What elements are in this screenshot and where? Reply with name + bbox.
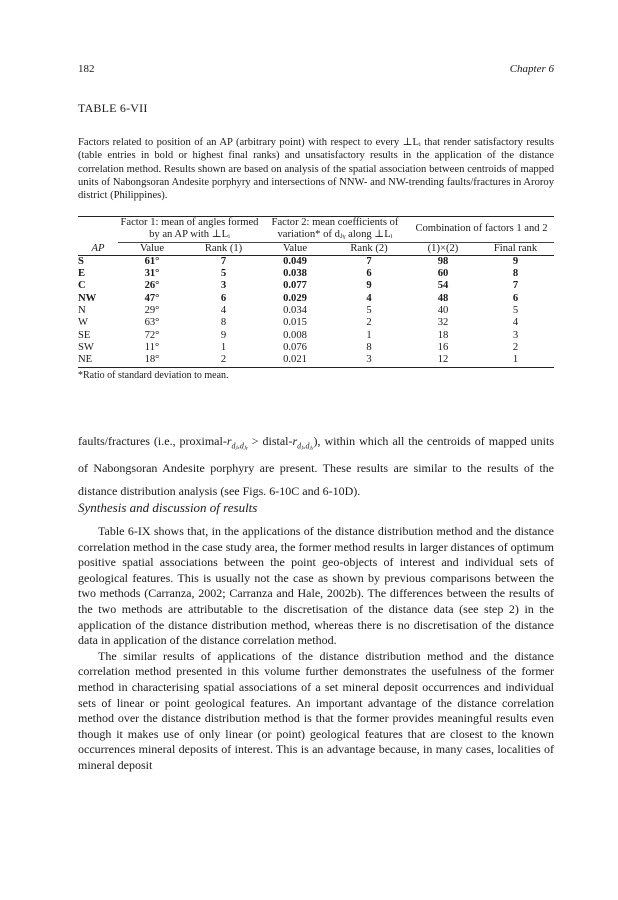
cell-prod: 12 — [437, 354, 449, 366]
cell-prod: 54 — [437, 280, 449, 292]
col-header-factor1: Factor 1: mean of angles formed by an AP with ⊥Lᵢ — [118, 217, 261, 243]
table-body — [78, 255, 554, 367]
cell-final: 7 — [512, 280, 519, 292]
cell-v2: 0.076 — [283, 341, 307, 353]
sub-header: Final rank — [493, 242, 538, 254]
table-row — [78, 293, 554, 305]
cell-r1: 8 — [220, 317, 227, 329]
cell-r2: 2 — [366, 317, 372, 329]
cell-v2: 0.008 — [283, 329, 307, 341]
cell-ap: NE — [78, 354, 93, 366]
cell-v2: 0.029 — [283, 292, 307, 304]
cell-r1: 2 — [220, 354, 227, 366]
cell-v2: 0.034 — [283, 305, 307, 317]
table-row — [78, 280, 554, 292]
cell-v1: 11° — [144, 341, 160, 353]
cell-r2: 4 — [366, 292, 372, 304]
cell-r1: 3 — [220, 280, 227, 292]
sub-header: Value — [282, 242, 308, 254]
cell-prod: 60 — [437, 268, 449, 280]
table-row — [78, 255, 554, 268]
cell-final: 3 — [512, 329, 519, 341]
cell-v2: 0.038 — [283, 268, 307, 280]
cell-final: 4 — [512, 317, 519, 329]
cell-r2: 7 — [366, 255, 372, 267]
sub-header: Rank (2) — [350, 242, 388, 254]
chapter-title: Chapter 6 — [509, 63, 554, 75]
cell-prod: 48 — [437, 292, 449, 304]
table-footnote: *Ratio of standard deviation to mean. — [78, 369, 229, 381]
cell-r1: 6 — [220, 292, 227, 304]
sub-header: Rank (1) — [204, 242, 243, 254]
cell-v1: 63° — [144, 317, 160, 329]
cell-ap: NW — [78, 292, 97, 304]
cell-final: 6 — [512, 292, 519, 304]
table-row — [78, 268, 554, 280]
cell-v1: 47° — [144, 292, 160, 304]
body-text — [78, 524, 554, 774]
cell-prod: 32 — [437, 317, 449, 329]
cell-final: 5 — [512, 305, 519, 317]
cell-r1: 5 — [220, 268, 227, 280]
cell-v1: 26° — [144, 280, 160, 292]
table-row — [78, 305, 554, 317]
eq-text-mid: > distal- — [247, 434, 293, 448]
cell-ap: E — [78, 268, 86, 280]
cell-ap: N — [78, 305, 86, 317]
col-header-combination: Combination of factors 1 and 2 — [409, 217, 554, 243]
paragraph: Table 6-IX shows that, in the applications of the distance distribution method and the distance correlation method in the case study area, the former method results in larger distances of optimum positive spatial associations between the point geo-objects of interest and individual sets of geological features. This is usually not the case as shown by previous comparisons between the two methods (Carranza, 2002; Carranza and Hale, 2002b). The differences between the results of the two methods are attributable to the discretisation of the distance data (see step 2) in the application of the distance distribution method, whereas there is no discretisation of the distance data in application of the distance correlation method. — [78, 524, 554, 648]
cell-final: 2 — [512, 341, 519, 353]
cell-prod: 16 — [437, 341, 449, 353]
table-row — [78, 342, 554, 354]
cell-ap: W — [78, 317, 88, 329]
col-header-factor2: Factor 2: mean coefficients of variation* of dⱼᵧ along ⊥Lᵢ — [261, 217, 409, 243]
cell-ap: C — [78, 280, 86, 292]
cell-v1: 18° — [144, 354, 160, 366]
cell-r1: 9 — [220, 329, 227, 341]
r-symbol-distal: r — [292, 434, 298, 448]
cell-ap: SW — [78, 341, 94, 353]
cell-final: 1 — [512, 354, 519, 366]
cell-v2: 0.015 — [283, 317, 307, 329]
cell-r1: 7 — [220, 255, 227, 267]
table-label: TABLE 6-VII — [78, 101, 148, 115]
cell-v2: 0.077 — [283, 280, 307, 292]
cell-final: 8 — [512, 268, 519, 280]
cell-v2: 0.049 — [283, 255, 307, 267]
cell-r1: 4 — [220, 305, 227, 317]
table-row — [78, 330, 554, 342]
table-row — [78, 317, 554, 329]
cell-v1: 31° — [144, 268, 160, 280]
sub-header: Value — [139, 242, 165, 254]
cell-v1: 72° — [144, 329, 160, 341]
r-symbol-proximal: r — [226, 434, 232, 448]
cell-r2: 6 — [366, 268, 372, 280]
paragraph: The similar results of applications of the distance distribution method and the distance correlation method presented in this volume further demonstrates the usefulness of the former method in characterising spatial associations of a set mineral deposit occurrences and individual sets of linear or point geological features. An important advantage of the distance correlation method over the distance distribution method is that the former provides meaningful results even though it makes use of only linear (or point) geological features that are closest to the known occurrences mineral deposits of interest. This is an advantage because, in many cases, localities of mineral deposit — [78, 648, 554, 772]
cell-prod: 98 — [437, 255, 449, 267]
cell-r1: 1 — [220, 341, 227, 353]
cell-r2: 9 — [366, 280, 372, 292]
table-row — [78, 354, 554, 367]
continued-paragraph — [78, 430, 554, 503]
cell-v1: 29° — [144, 305, 160, 317]
sub-header: (1)×(2) — [427, 242, 459, 254]
col-header-ap: AP — [91, 242, 105, 254]
section-heading: Synthesis and discussion of results — [78, 500, 258, 515]
cell-r2: 5 — [366, 305, 372, 317]
cell-r2: 8 — [366, 341, 372, 353]
table-caption: Factors related to position of an AP (arbitrary point) with respect to every ⊥Lᵢ that render satisfactory results (table entries in bold or highest final ranks) and unsatisfactory results in the application of the distance correlation method. Results shown are based on analysis of the spatial association between centroids of mapped units of Nabongsoran Andesite porphyry and intersections of NNW- and NW-trending faults/fractures in Aroroy district (Philippines). — [78, 137, 554, 202]
r-subscript-distal: dⱼₓdⱼᵧ — [297, 441, 314, 451]
cell-ap: S — [78, 255, 84, 267]
r-subscript-proximal: dⱼₓdⱼᵧ — [231, 441, 248, 451]
eq-text-pre: faults/fractures (i.e., proximal- — [78, 434, 227, 448]
data-table — [78, 216, 554, 381]
cell-v2: 0.021 — [283, 354, 307, 366]
cell-ap: SE — [78, 329, 91, 341]
cell-prod: 40 — [437, 305, 449, 317]
page-number: 182 — [78, 63, 95, 75]
cell-final: 9 — [512, 255, 519, 267]
cell-v1: 61° — [144, 255, 160, 267]
eq-text-post: ), within which all the centroids of mapped units of Nabongsoran Andesite porphyry are present. These results are similar to the results of the distance distribution analysis (see Figs. 6-10C and 6-10D). — [78, 434, 554, 499]
cell-r2: 3 — [366, 354, 372, 366]
cell-prod: 18 — [437, 329, 449, 341]
cell-r2: 1 — [366, 329, 372, 341]
